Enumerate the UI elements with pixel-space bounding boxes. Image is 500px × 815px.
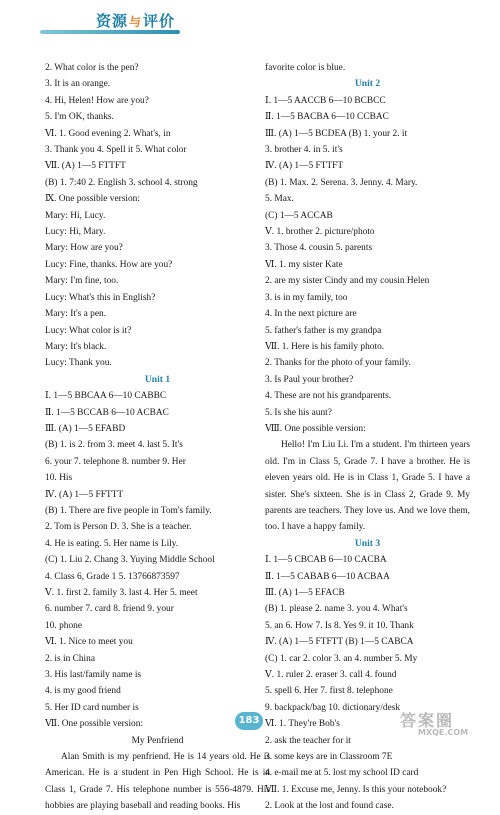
answer-line: 5. Is she his aunt? bbox=[265, 407, 332, 418]
header-title-left: 资源 bbox=[96, 12, 129, 30]
answer-line: Mary: I'm fine, too. bbox=[45, 276, 119, 287]
answer-line: Mary: It's black. bbox=[45, 341, 107, 352]
answer-line: 5. I'm OK, thanks. bbox=[45, 112, 114, 123]
unit-heading: Unit 2 bbox=[354, 78, 381, 90]
answer-line: Ⅶ. 1. Here is his family photo. bbox=[265, 341, 385, 352]
answer-line: Lucy: What's this in English? bbox=[45, 292, 156, 303]
answer-line: 9. backpack/bag 10. dictionary/desk bbox=[265, 702, 401, 713]
answer-line: Ⅳ. (A) 1—5 FTTFT bbox=[265, 161, 344, 172]
answer-line: 5. father's father is my grandpa bbox=[265, 325, 382, 336]
essay-title: My Penfriend bbox=[131, 735, 184, 746]
unit-heading: Unit 3 bbox=[354, 537, 381, 549]
answer-line: 4. These are not his grandparents. bbox=[265, 391, 392, 402]
answer-line: Ⅵ. 1. my sister Kate bbox=[265, 259, 343, 270]
answer-paragraph: Alan Smith is my penfriend. He is 14 years old. He is American. He is a student in Pen High School. He is in Class 1, Grade 7. His telephone number is 556-4879. His hobbies are playing baseball and reading books. His bbox=[45, 752, 270, 812]
answer-line: (B) 1. is 2. from 3. meet 4. last 5. It's bbox=[45, 440, 183, 451]
answer-line: Lucy: Hi, Mary. bbox=[45, 227, 106, 238]
answer-line: (C) 1—5 ACCAB bbox=[265, 210, 333, 221]
unit-heading: Unit 1 bbox=[144, 373, 171, 385]
answer-line: 3. Those 4. cousin 5. parents bbox=[265, 243, 373, 254]
answer-line: Ⅶ. 1. Excuse me, Jenny. Is this your notebook? bbox=[265, 784, 447, 795]
answer-line: 2. What color is the pen? bbox=[45, 63, 139, 73]
answer-line: Ⅱ. 1—5 BCCAB 6—10 ACBAC bbox=[45, 407, 169, 418]
answer-line: Ⅴ. 1. brother 2. picture/photo bbox=[265, 227, 375, 238]
answer-line: (C) 1. Liu 2. Chang 3. Yuying Middle School bbox=[45, 555, 215, 566]
answer-line: Ⅱ. 1—5 BACBA 6—10 CCBAC bbox=[265, 112, 389, 123]
answer-line: 2. ask the teacher for it bbox=[265, 735, 351, 746]
answer-line: 10. His bbox=[45, 473, 73, 484]
answer-line: Ⅷ. One possible version: bbox=[265, 423, 366, 434]
answer-line: (B) 1. please 2. name 3. you 4. What's bbox=[265, 604, 408, 615]
answer-line: Mary: It's a pen. bbox=[45, 309, 107, 320]
answer-line: 2. Thanks for the photo of your family. bbox=[265, 358, 411, 369]
section-header bbox=[30, 4, 180, 36]
answer-line: Ⅰ. 1—5 CBCAB 6—10 CACBA bbox=[265, 555, 387, 566]
answer-paragraph: Hello! I'm Liu Li. I'm a student. I'm thirteen years old. I'm in Class 5, Grade 7. I have a brother. He is eleven years old. He is in Class 1, Grade 5. I have a sister. She's sixteen. She is in Class 2, Grade 9. My parents are teachers. They love us. And we love them, too. I have a happy family. bbox=[265, 440, 470, 533]
answer-line: 4. e-mail me at 5. lost my school ID card bbox=[265, 768, 419, 779]
answer-line: Lucy: What color is it? bbox=[45, 325, 132, 336]
answer-line: 5. spell 6. Her 7. first 8. telephone bbox=[265, 686, 393, 697]
answer-line: 3. It is an orange. bbox=[45, 79, 111, 90]
answer-line: Ⅶ. (A) 1—5 FTTFT bbox=[45, 161, 126, 172]
answer-line: Ⅲ. (A) 1—5 BCDEA (B) 1. your 2. it bbox=[265, 128, 408, 139]
answer-line: 2. is in China bbox=[45, 653, 96, 664]
answer-line: 2. Look at the lost and found case. bbox=[265, 801, 394, 812]
answer-line: 6. your 7. telephone 8. number 9. Her bbox=[45, 456, 186, 467]
answer-line: Ⅰ. 1—5 AACCB 6—10 BCBCC bbox=[265, 95, 386, 106]
answer-line: (B) 1. 7:40 2. English 3. school 4. strong bbox=[45, 177, 198, 188]
answer-line: Ⅸ. One possible version: bbox=[45, 194, 140, 205]
answer-line: Ⅵ. 1. They're Bob's bbox=[265, 719, 340, 730]
answer-line: (C) 1. car 2. color 3. an 4. number 5. My bbox=[265, 653, 418, 664]
answer-line: Ⅳ. (A) 1—5 FFTTT bbox=[45, 489, 124, 500]
answer-line: 5. Max. bbox=[265, 194, 294, 205]
answer-line: (B) 1. There are five people in Tom's family. bbox=[45, 505, 212, 516]
answer-line: 5. Her ID card number is bbox=[45, 702, 139, 713]
answer-line: Ⅳ. (A) 1—5 FTFTT (B) 1—5 CABCA bbox=[265, 637, 414, 648]
answer-line: 3. Thank you 4. Spell it 5. What color bbox=[45, 145, 187, 156]
answer-line: 4. Hi, Helen! How are you? bbox=[45, 95, 149, 106]
answer-line: 4. Class 6, Grade 1 5. 13766873597 bbox=[45, 571, 180, 582]
answer-line: (B) 1. Max. 2. Serena. 3. Jenny. 4. Mary. bbox=[265, 177, 418, 188]
right-column bbox=[265, 63, 470, 815]
answer-line: Ⅵ. 1. Good evening 2. What's, in bbox=[45, 128, 171, 139]
watermark-logo bbox=[400, 708, 490, 740]
answer-line: Ⅲ. (A) 1—5 EFACB bbox=[265, 588, 345, 598]
answer-line: Ⅶ. One possible version: bbox=[45, 719, 144, 730]
header-title-mid: 与 bbox=[129, 15, 143, 29]
answer-line: Mary: Hi, Lucy. bbox=[45, 210, 106, 221]
answer-line: Ⅵ. 1. Nice to meet you bbox=[45, 637, 133, 648]
answer-line: 5. an 6. How 7. Is 8. Yes 9. it 10. Thank bbox=[265, 620, 414, 631]
answer-line: 3. some keys are in Classroom 7E bbox=[265, 752, 393, 763]
page-number: 183 bbox=[235, 712, 263, 730]
answer-line: 3. is in my family, too bbox=[265, 292, 348, 303]
answer-line: 3. Is Paul your brother? bbox=[265, 374, 354, 385]
answer-line: 4. is my good friend bbox=[45, 686, 121, 697]
header-title bbox=[96, 10, 175, 31]
answer-line: Lucy: Thank you. bbox=[45, 358, 112, 369]
answer-line: Mary: How are you? bbox=[45, 243, 123, 254]
header-title-right: 评价 bbox=[143, 12, 176, 30]
answer-line: favorite color is blue. bbox=[265, 63, 346, 73]
answer-line: Ⅴ. 1. ruler 2. eraser 3. call 4. found bbox=[265, 670, 397, 681]
answer-line: 3. brother 4. in 5. it's bbox=[265, 145, 343, 156]
answer-line: Ⅲ. (A) 1—5 EFABD bbox=[45, 423, 126, 434]
answer-line: Ⅰ. 1—5 BBCAA 6—10 CABBC bbox=[45, 391, 167, 402]
watermark-url: MXQE.COM bbox=[418, 728, 469, 737]
answer-line: 6. number 7. card 8. friend 9. your bbox=[45, 604, 174, 615]
answer-line: Ⅱ. 1—5 CABAB 6—10 ACBAA bbox=[265, 571, 390, 582]
answer-line: 4. In the next picture are bbox=[265, 309, 357, 320]
answer-line: 2. are my sister Cindy and my cousin Helen bbox=[265, 276, 430, 287]
left-column bbox=[45, 60, 270, 815]
answer-line: 2. Tom is Person D. 3. She is a teacher. bbox=[45, 522, 192, 533]
answer-line: 10. phone bbox=[45, 620, 82, 631]
answer-line: 4. He is eating. 5. Her name is Lily. bbox=[45, 538, 179, 549]
answer-line: Ⅴ. 1. first 2. family 3. last 4. Her 5. meet bbox=[45, 588, 198, 598]
answer-line: Lucy: Fine, thanks. How are you? bbox=[45, 259, 173, 270]
watermark-text: 答案圈 bbox=[400, 711, 455, 730]
answer-line: 3. His last/family name is bbox=[45, 670, 142, 681]
